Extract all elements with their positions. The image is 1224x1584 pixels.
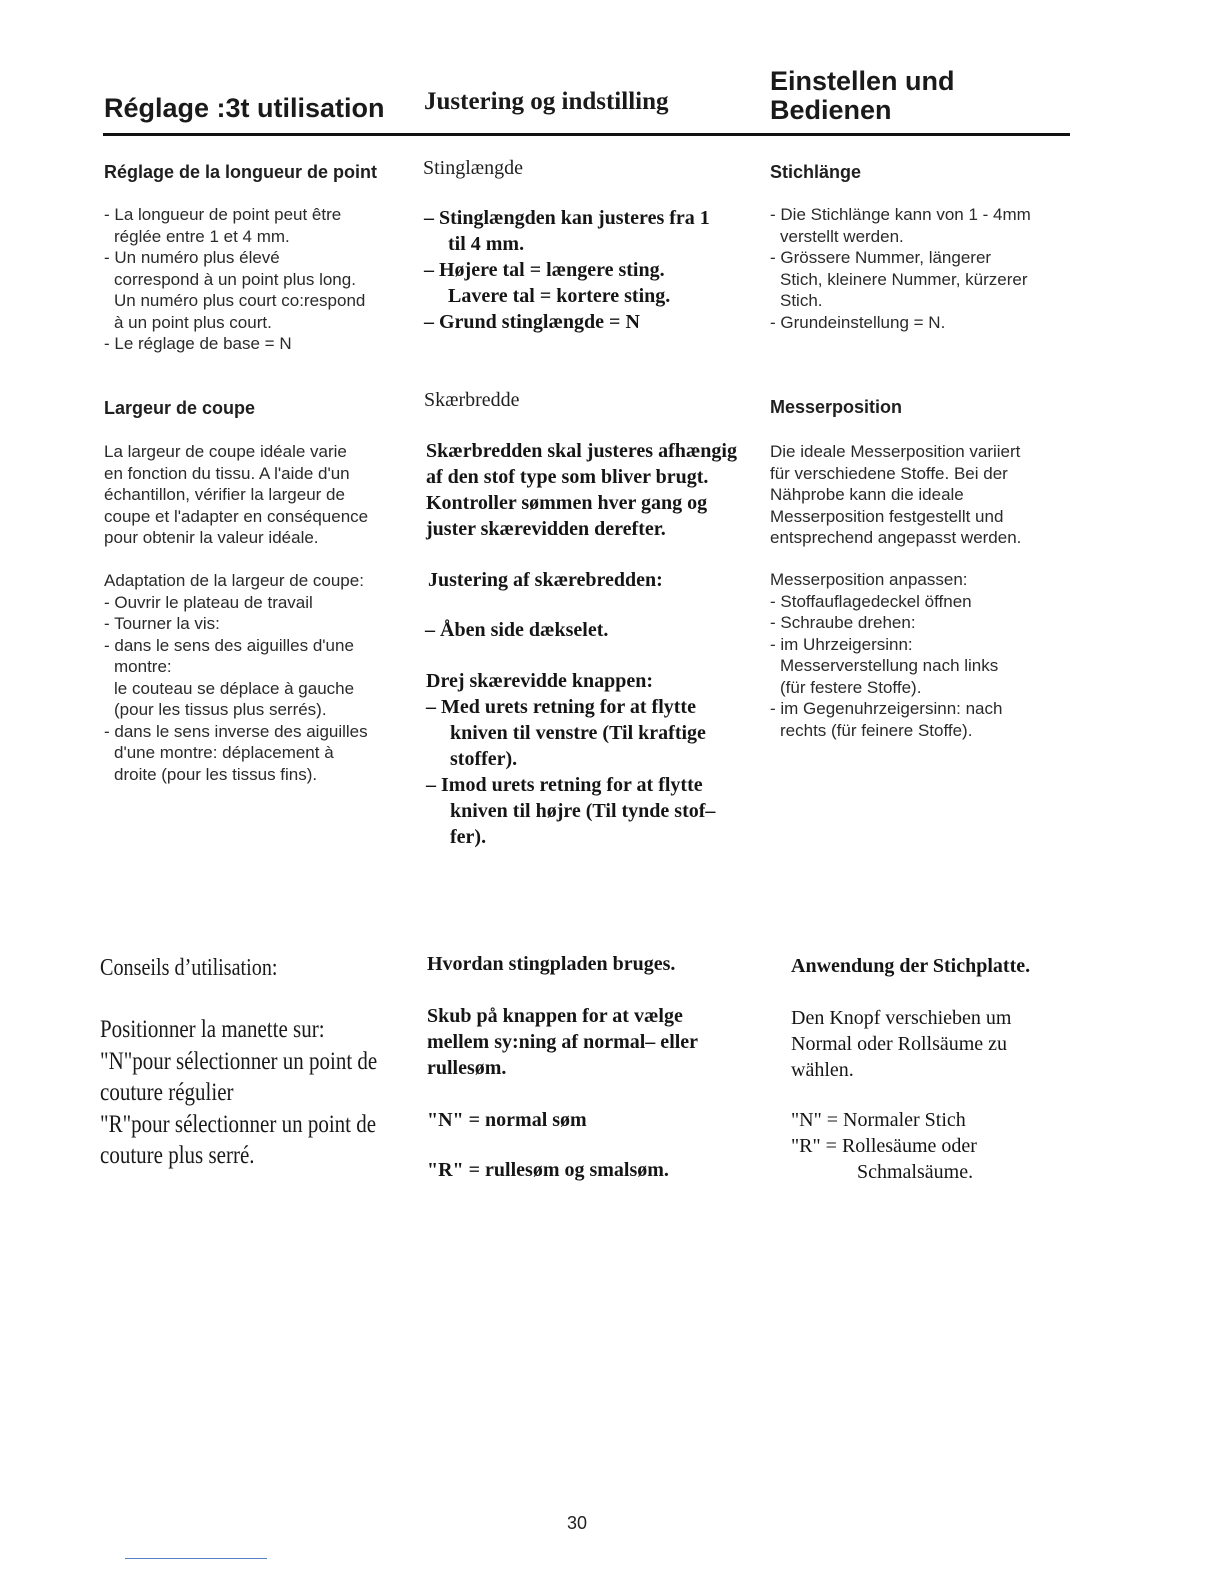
de-stitch-options <box>791 1107 977 1185</box>
da-stitch-length-heading: Stinglængde <box>423 157 524 179</box>
german-title-line-2: Bedienen <box>770 95 892 125</box>
text-line: rullesøm. <box>427 1057 507 1079</box>
page-number: 30 <box>567 1513 588 1533</box>
fr-stitch-length-heading: Réglage de la longueur de point <box>104 162 378 182</box>
text-line: entsprechend angepasst werden. <box>770 528 1022 547</box>
text-line: Normal oder Rollsäume zu <box>791 1033 1008 1055</box>
de-cutting-width-intro <box>770 441 1021 549</box>
de-cutting-width-steps <box>770 569 1002 741</box>
de-cutting-width-heading: Messerposition <box>770 397 903 417</box>
text-line: - La longueur de point peut être <box>104 205 342 224</box>
da-usage-tips-text <box>427 1003 698 1081</box>
text-line: le couteau se déplace à gauche <box>114 678 355 698</box>
text-line: für verschiedene Stoffe. Bei der <box>770 463 1008 483</box>
text-line: montre: <box>114 657 172 676</box>
text-line: "N"pour sélectionner un point de <box>100 1047 378 1075</box>
de-usage-tips-title: Anwendung der Stichplatte. <box>791 955 1031 977</box>
da-usage-tips-title: Hvordan stingpladen bruges. <box>427 953 676 975</box>
da-normal-seam: "N" = normal søm <box>427 1109 587 1131</box>
header-divider <box>103 133 1070 136</box>
text-line: droite (pour les tissus fins). <box>114 764 318 784</box>
german-title-line-1: Einstellen und <box>770 66 955 96</box>
de-stitch-length-text <box>770 204 1031 333</box>
text-line: - Tourner la vis: <box>104 614 220 633</box>
text-line: - Ouvrir le plateau de travail <box>104 592 313 612</box>
text-line: - im Gegenuhrzeigersinn: nach <box>770 699 1003 718</box>
text-line: - dans le sens inverse des aiguilles <box>104 721 368 741</box>
text-line: mellem sy:ning af normal– eller <box>427 1031 699 1053</box>
da-cutting-open-cover: – Åben side dækselet. <box>425 619 609 641</box>
text-line: La largeur de coupe idéale varie <box>104 442 347 461</box>
text-line: Die ideale Messerposition variiert <box>770 442 1021 461</box>
text-line: - Un numéro plus élevé <box>104 248 280 267</box>
text-line: réglée entre 1 et 4 mm. <box>114 226 290 246</box>
text-line: correspond à un point plus long. <box>114 269 356 289</box>
text-line: - im Uhrzeigersinn: <box>770 634 913 654</box>
text-line: stoffer). <box>450 748 518 770</box>
de-stitch-length-heading: Stichlänge <box>770 162 862 182</box>
text-line: d'une montre: déplacement à <box>114 743 334 762</box>
text-line: - Die Stichlänge kann von 1 - 4mm <box>770 205 1031 224</box>
text-line: Den Knopf verschieben um <box>791 1007 1012 1029</box>
text-line: af den stof type som bliver brugt. <box>426 466 709 488</box>
text-line: Skub på knappen for at vælge <box>427 1005 683 1027</box>
de-normal-stitch: "N" = Normaler Stich <box>791 1109 966 1131</box>
text-line: – Imod urets retning for at flytte <box>426 774 703 796</box>
text-line: verstellt werden. <box>780 226 904 246</box>
text-line: couture régulier <box>100 1079 234 1106</box>
text-line: – Højere tal = længere sting. <box>424 259 665 281</box>
fr-cutting-width-intro <box>104 441 368 549</box>
da-cutting-width-heading: Skærbredde <box>424 389 520 411</box>
text-line: échantillon, vérifier la largeur de <box>104 485 345 504</box>
text-line: - Schraube drehen: <box>770 613 916 632</box>
text-line: Skærbredden skal justeres afhængig <box>426 440 737 462</box>
french-title: Réglage :3t utilisation <box>104 93 385 123</box>
text-line: rechts (für feinere Stoffe). <box>780 720 973 740</box>
text-line: kniven til venstre (Til kraftige <box>450 722 706 744</box>
text-line: – Med urets retning for at flytte <box>426 696 696 718</box>
text-line: til 4 mm. <box>448 233 525 255</box>
text-line: Un numéro plus court co:respond <box>114 291 366 310</box>
text-line: en fonction du tissu. A l'aide d'un <box>104 463 350 483</box>
da-turn-knob-text <box>426 694 715 850</box>
text-line: kniven til højre (Til tynde stof– <box>450 800 716 822</box>
de-rolled-hem-1: "R" = Rollesäume oder <box>791 1135 977 1157</box>
text-line: - Grundeinstellung = N. <box>770 312 946 332</box>
text-line: Messerverstellung nach links <box>780 656 999 675</box>
text-line: – Grund stinglængde = N <box>424 311 640 333</box>
text-line: à un point plus court. <box>114 312 272 332</box>
footer-rule <box>125 1558 267 1559</box>
text-line: (für festere Stoffe). <box>780 677 922 697</box>
danish-title: Justering og indstilling <box>424 88 669 115</box>
text-line: Adaptation de la largeur de coupe: <box>104 571 364 590</box>
text-line: - Grössere Nummer, längerer <box>770 248 992 267</box>
text-line: fer). <box>450 826 487 848</box>
fr-stitch-length-text <box>104 204 365 355</box>
text-line: Positionner la manette sur: <box>100 1016 325 1043</box>
fr-usage-tips-text <box>100 1014 377 1172</box>
da-cutting-width-intro <box>426 438 737 542</box>
text-line: "R"pour sélectionner un point de <box>100 1110 377 1138</box>
da-cutting-steps-heading: Justering af skærebredden: <box>428 569 663 591</box>
text-line: pour obtenir la valeur idéale. <box>104 528 319 547</box>
text-line: wählen. <box>791 1059 854 1081</box>
text-line: coupe et l'adapter en conséquence <box>104 506 369 526</box>
fr-cutting-width-heading: Largeur de coupe <box>104 398 256 418</box>
text-line: couture plus serré. <box>100 1142 255 1169</box>
text-line: Kontroller sømmen hver gang og <box>426 492 708 514</box>
text-line: - Le réglage de base = N <box>104 334 292 353</box>
text-line: Stich, kleinere Nummer, kürzerer <box>780 269 1028 289</box>
text-line: Messerposition anpassen: <box>770 570 968 589</box>
german-title <box>770 67 955 125</box>
da-rolled-seam: "R" = rullesøm og smalsøm. <box>427 1159 669 1181</box>
text-line: Messerposition festgestellt und <box>770 506 1004 526</box>
text-line: – Stinglængden kan justeres fra 1 <box>424 207 710 229</box>
text-line: juster skærevidden derefter. <box>426 518 666 540</box>
fr-usage-tips-title: Conseils d’utilisation: <box>100 955 278 981</box>
fr-cutting-width-steps <box>104 570 368 785</box>
da-turn-knob-heading: Drej skærevidde knappen: <box>426 670 654 692</box>
text-line: Nähprobe kann die ideale <box>770 485 964 504</box>
text-line: Stich. <box>780 291 823 310</box>
de-rolled-hem-2: Schmalsäume. <box>857 1161 974 1183</box>
text-line: Lavere tal = kortere sting. <box>448 285 671 307</box>
text-line: - dans le sens des aiguilles d'une <box>104 635 354 655</box>
text-line: (pour les tissus plus serrés). <box>114 700 327 719</box>
text-line: - Stoffauflagedeckel öffnen <box>770 591 972 611</box>
da-stitch-length-text <box>424 205 710 335</box>
de-usage-tips-text <box>791 1005 1012 1083</box>
